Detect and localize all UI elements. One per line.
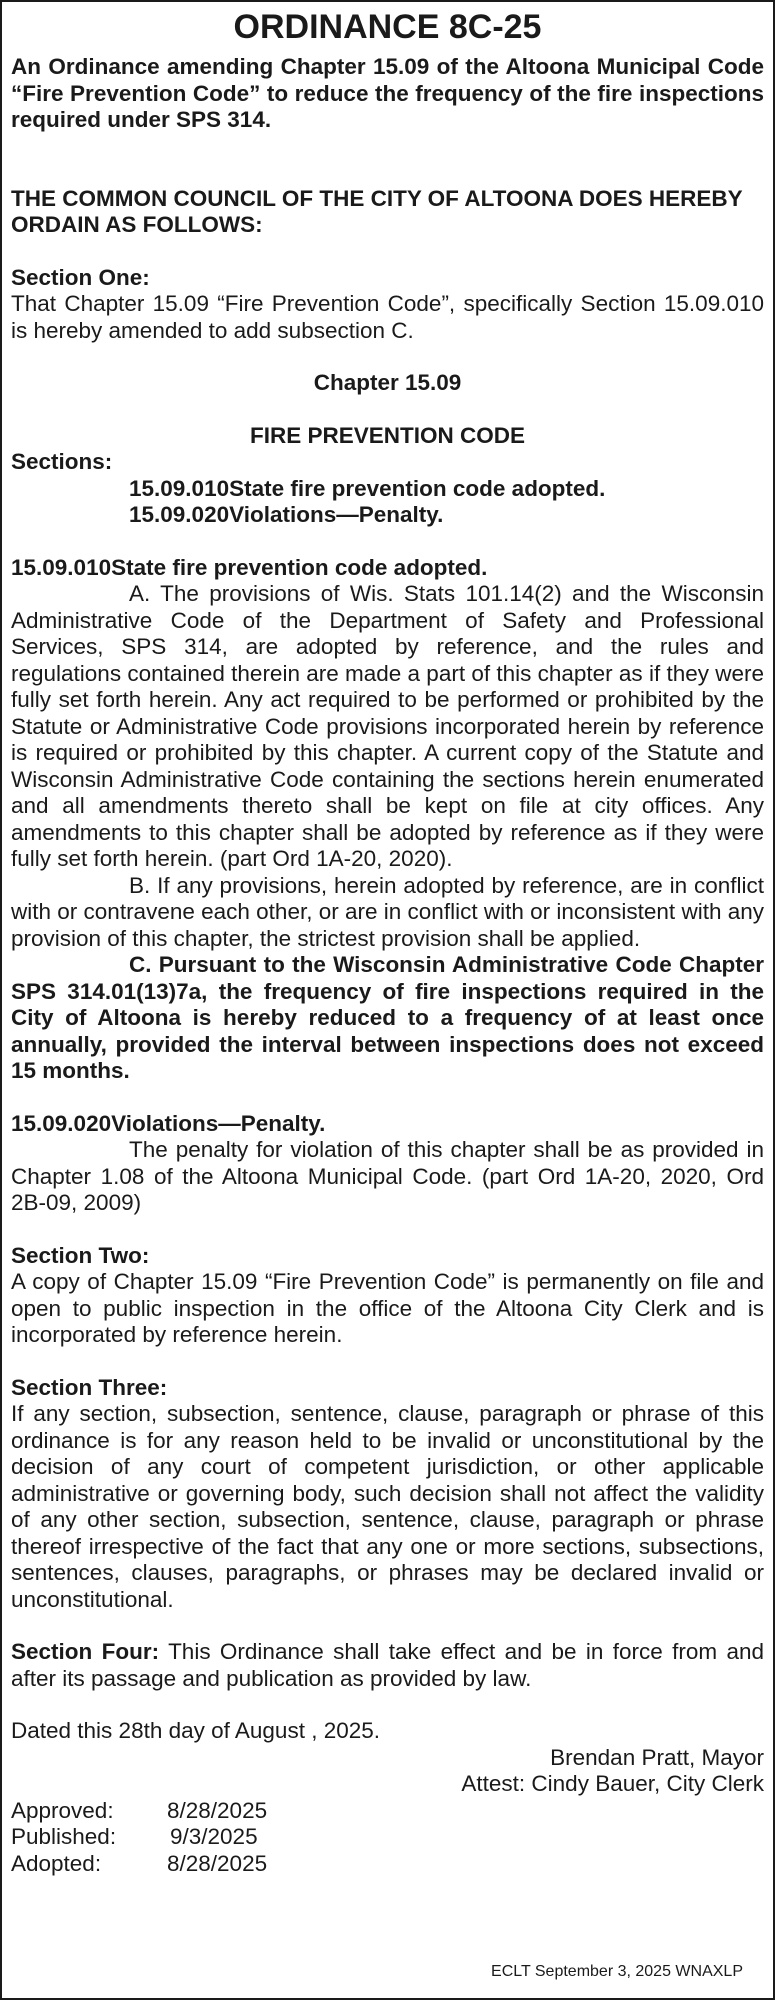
section-010-number: 15.09.010 <box>11 554 112 580</box>
section-three-text: If any section, subsection, sentence, clause, paragraph or phrase of this ordinance is for any reason held to be invalid or unconstitutional by the decision of any court of competent jurisdiction, or other applicable administrative or governing body, such decision shall not affect the validity of any other section, subsection, sentence, clause, paragraph or phrase thereof irrespective of the fact that any one or more sections, subsections, sentences, clauses, paragraphs, or phrases may be declared invalid or unconstitutional. <box>11 1401 764 1612</box>
date-value: 8/28/2025 <box>167 1850 268 1876</box>
date-label: Approved: <box>11 1797 114 1823</box>
date-label: Published: <box>11 1824 117 1849</box>
toc-item-number: 15.09.010 <box>129 475 230 501</box>
section-020-text: The penalty for violation of this chapter shall be as provided in Chapter 1.08 of the Altoona Municipal Code. (part Ord 1A-20, 2020, Ord 2B-09, 2009) <box>11 1137 764 1215</box>
toc-item-number: 15.09.020 <box>129 502 230 527</box>
dated-line: Dated this 28th day of August , 2025. <box>11 1718 381 1743</box>
section-020-heading <box>11 1111 764 1138</box>
section-three-heading: Section Three: <box>11 1374 168 1400</box>
subsection-a: A. The provisions of Wis. Stats 101.14(2) and the Wisconsin Administrative Code of the Department of Safety and Professional Services, SPS 314, are adopted by reference, and the rules and regulations contained therein are made a part of this chapter as if they were fully set forth herein. Any act required to be performed or prohibited by the Statute or Administrative Code provisions incorporated herein by reference is required or prohibited by this chapter. A current copy of the Statute and Wisconsin Administrative Code containing the sections herein enumerated and all amendments thereto shall be kept on file at city offices. Any amendments to this chapter shall be adopted by reference as if they were fully set forth herein. (part Ord 1A-20, 2020). <box>11 581 764 871</box>
section-020-title: Violations—Penalty. <box>111 1110 326 1136</box>
toc-item-title: State fire prevention code adopted. <box>229 475 606 501</box>
section-four-text: This Ordinance shall take effect and be in force from and after its passage and publication as provided by law. <box>11 1639 764 1691</box>
section-two-heading: Section Two: <box>11 1242 150 1268</box>
date-row <box>11 1798 764 1825</box>
section-four <box>11 1639 764 1692</box>
mayor-signature: Brendan Pratt, Mayor <box>550 1744 764 1770</box>
subsection-c: C. Pursuant to the Wisconsin Administrative Code Chapter SPS 314.01(13)7a, the frequency of fire inspections required in the City of Altoona is hereby reduced to a frequency of at least once annually, provided the interval between inspections does not exceed 15 months. <box>11 952 764 1083</box>
date-value: 9/3/2025 <box>170 1824 258 1849</box>
toc-item <box>11 502 764 529</box>
section-010-title: State fire prevention code adopted. <box>111 554 488 580</box>
date-label: Adopted: <box>11 1850 102 1876</box>
section-010-heading <box>11 555 764 582</box>
toc-item <box>11 476 764 503</box>
toc-item-title: Violations—Penalty. <box>229 502 444 527</box>
section-one-text: That Chapter 15.09 “Fire Prevention Code”, specifically Section 15.09.010 is hereby amended to add subsection C. <box>11 291 764 343</box>
publication-footer: ECLT September 3, 2025 WNAXLP <box>491 1963 743 1980</box>
ordinance-title: ORDINANCE 8C-25 <box>233 8 542 46</box>
section-one-heading: Section One: <box>11 264 150 290</box>
chapter-number: Chapter 15.09 <box>313 370 462 395</box>
subsection-b: B. If any provisions, herein adopted by reference, are in conflict with or contravene each other, or are in conflict with or inconsistent with any provision of this chapter, the strictest provision shall be applied. <box>11 872 764 951</box>
sections-label: Sections: <box>11 449 113 474</box>
ordinance-subtitle: An Ordinance amending Chapter 15.09 of the Altoona Municipal Code “Fire Prevention Code” to reduce the frequency of the fire inspections required under SPS 314. <box>11 54 764 132</box>
chapter-name: FIRE PREVENTION CODE <box>249 422 526 448</box>
section-two-text: A copy of Chapter 15.09 “Fire Prevention Code” is permanently on file and open to public inspection in the office of the Altoona City Clerk and is incorporated by reference herein. <box>11 1269 764 1347</box>
date-row <box>11 1824 764 1851</box>
date-value: 8/28/2025 <box>167 1797 268 1823</box>
date-row <box>11 1851 764 1878</box>
section-four-heading: Section Four: <box>11 1639 160 1664</box>
section-020-number: 15.09.020 <box>11 1110 112 1136</box>
clerk-attest: Attest: Cindy Bauer, City Clerk <box>461 1771 764 1796</box>
dates-block <box>11 1798 764 1878</box>
ordain-statement: THE COMMON COUNCIL OF THE CITY OF ALTOONA DOES HEREBY ORDAIN AS FOLLOWS: <box>11 185 743 237</box>
